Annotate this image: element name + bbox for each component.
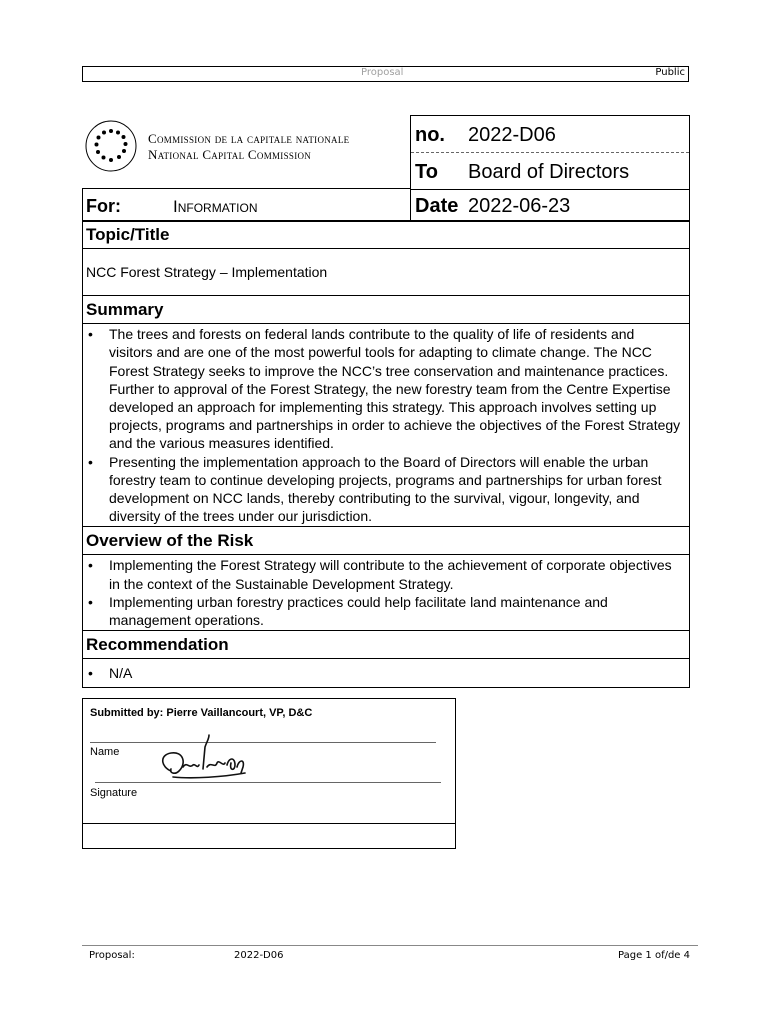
name-label: Name xyxy=(90,746,120,758)
recommendation-heading: Recommendation xyxy=(83,631,689,659)
date-value: 2022-06-23 xyxy=(468,195,571,217)
proposal-content-table xyxy=(82,220,690,688)
footer-proposal-number: 2022-D06 xyxy=(234,950,284,961)
submitted-by: Submitted by: Pierre Vaillancourt, VP, D&C xyxy=(90,707,313,719)
summary-heading: Summary xyxy=(83,296,689,324)
summary-section xyxy=(83,324,689,527)
recommendation-section xyxy=(83,659,689,687)
risk-section xyxy=(83,555,689,631)
org-name-french: Commission de la capitale nationale xyxy=(148,131,350,146)
risk-heading: Overview of the Risk xyxy=(83,527,689,555)
signature-area xyxy=(83,699,455,824)
date-label: Date xyxy=(415,195,459,217)
topic-heading: Topic/Title xyxy=(83,221,689,249)
summary-bullet: • The trees and forests on federal lands contribute to the quality of life of residents and visitors and are one of the most powerful tools for adapting to climate change. The NCC Forest Strategy seeks to improve the NCC’s tree conservation and maintenance practices. Further to approval of the Forest Strategy, the new forestry team from the Centre Expertise developed an approach for implementing this strategy. This approach involves setting up projects, programs and partnerships in order to achieve the objectives of the Forest Strategy and the various measures identified. xyxy=(109,325,681,452)
to-label: To xyxy=(415,161,438,183)
risk-bullet: • Implementing urban forestry practices could help facilitate land maintenance and management operations. xyxy=(109,593,681,629)
footer-page-number: Page 1 of/de 4 xyxy=(618,950,690,961)
for-row xyxy=(82,188,411,222)
name-line xyxy=(90,742,436,743)
for-label: For: xyxy=(86,196,121,216)
org-name-english: National Capital Commission xyxy=(148,147,312,162)
page-footer xyxy=(82,945,698,961)
document-meta-box xyxy=(410,115,690,222)
number-row xyxy=(411,116,689,153)
classification-bar xyxy=(82,66,689,82)
ncc-logo-icon xyxy=(84,119,138,173)
recommendation-bullet: • N/A xyxy=(109,664,681,682)
date-row xyxy=(411,190,689,221)
topic-text: NCC Forest Strategy – Implementation xyxy=(86,264,328,280)
to-row xyxy=(411,153,689,190)
for-value: Information xyxy=(173,197,258,216)
footer-proposal-label: Proposal: xyxy=(89,950,135,961)
number-value: 2022-D06 xyxy=(468,124,556,146)
to-value: Board of Directors xyxy=(468,161,630,183)
signature-label: Signature xyxy=(90,787,138,799)
summary-bullet: • Presenting the implementation approach to the Board of Directors will enable the urban forestry team to continue developing projects, programs and partnerships for urban forest development on NCC lands, thereby contributing to the survival, vigour, longevity, and diversity of the trees under our jurisdiction. xyxy=(109,453,681,526)
handwritten-signature xyxy=(153,733,249,789)
classification-label: Public xyxy=(655,67,685,78)
risk-bullet: • Implementing the Forest Strategy will contribute to the achievement of corporate objectives in the context of the Sustainable Development Strategy. xyxy=(109,556,681,592)
topic-section xyxy=(83,249,689,296)
organization-header xyxy=(82,115,410,188)
proposal-label: Proposal xyxy=(361,67,404,78)
signature-line xyxy=(95,782,441,783)
signature-block xyxy=(82,698,456,849)
number-label: no. xyxy=(415,124,445,146)
